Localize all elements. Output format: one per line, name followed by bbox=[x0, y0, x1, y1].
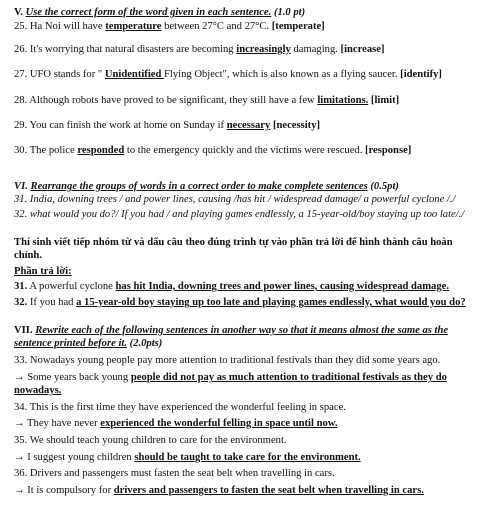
q25 bbox=[14, 20, 474, 33]
q25-hint: [temperate] bbox=[271, 21, 325, 32]
section-vi-title: Rearrange the groups of words in a correct order to make complete sentences bbox=[30, 181, 368, 192]
arrow-icon: → bbox=[14, 372, 25, 383]
a31-number: 31. bbox=[14, 281, 28, 292]
a33 bbox=[14, 371, 474, 397]
section-v-number: V. bbox=[14, 7, 23, 18]
arrow-icon: → bbox=[14, 452, 25, 463]
q26 bbox=[14, 43, 474, 56]
a33-text: Some years back young bbox=[24, 372, 131, 383]
q28-hint: [limit] bbox=[370, 95, 400, 106]
q25-text-end: between 27°C and 27°C. bbox=[161, 21, 272, 32]
a35-answer: should be taught to take care for the environment. bbox=[134, 452, 361, 463]
section-vii-heading bbox=[14, 324, 474, 350]
a35-text: I suggest young children bbox=[24, 452, 135, 463]
section-vi-instruction: Thí sinh viết tiếp nhóm từ và dấu câu theo đúng trình tự vào phần trả lời để hình thành câu hoàn chỉnh. bbox=[14, 237, 453, 261]
q28-text: 28. Although robots have proved to be significant, they still have a few bbox=[14, 95, 318, 106]
a31 bbox=[14, 280, 474, 293]
answer-label: Phần trả lời: bbox=[14, 266, 72, 277]
a32 bbox=[14, 296, 474, 309]
section-vii-points: (2.0pts) bbox=[129, 338, 163, 349]
section-vi-points: (0.5pt) bbox=[370, 181, 399, 192]
q30 bbox=[14, 144, 474, 157]
a34-answer: experienced the wonderful felling in space until now. bbox=[100, 418, 338, 429]
q30-text-end: to the emergency quickly and the victims were rescued. bbox=[124, 145, 365, 156]
q25-text: 25. Ha Noi will have bbox=[14, 21, 106, 32]
q30-text: 30. The police bbox=[14, 145, 78, 156]
a32-text: If you had bbox=[27, 297, 77, 308]
q26-answer: increasingly bbox=[236, 44, 291, 55]
section-vi-heading bbox=[14, 180, 474, 193]
arrow-icon: → bbox=[14, 485, 25, 496]
a32-answer: a 15-year-old boy staying up too late and playing games endlessly, what would you do? bbox=[76, 297, 466, 308]
q29 bbox=[14, 119, 474, 132]
a36-text: It is compulsory for bbox=[24, 485, 114, 496]
q30-hint: [response] bbox=[365, 145, 412, 156]
section-vi-number: VI. bbox=[14, 181, 28, 192]
q28 bbox=[14, 94, 474, 107]
q30-answer: responded bbox=[77, 145, 125, 156]
a34 bbox=[14, 417, 474, 430]
a36-answer: drivers and passengers to fasten the seat belt when travelling in cars. bbox=[113, 485, 424, 496]
q27 bbox=[14, 68, 474, 81]
a31-text: A powerful cyclone bbox=[27, 281, 116, 292]
section-vii-title: Rewrite each of the following sentences in another way so that it means almost the same as the sentence printed before it. bbox=[14, 325, 449, 349]
a34-text: They have never bbox=[24, 418, 101, 429]
q28-answer: limitations. bbox=[317, 95, 369, 106]
q26-hint: [increase] bbox=[340, 44, 385, 55]
a33-answer: people did not pay as much attention to traditional festivals as they do nowadays. bbox=[14, 372, 447, 396]
q34: 34. This is the first time they have experienced the wonderful feeling in space. bbox=[14, 402, 346, 413]
arrow-icon: → bbox=[14, 418, 25, 429]
q29-answer: necessary bbox=[226, 120, 271, 131]
a32-number: 32. bbox=[14, 297, 28, 308]
section-v-heading bbox=[14, 6, 474, 19]
a36 bbox=[14, 484, 474, 497]
q29-text: 29. You can finish the work at home on Sunday if bbox=[14, 120, 227, 131]
q27-text: 27. UFO stands for " bbox=[14, 69, 105, 80]
q27-answer: Unidentified bbox=[104, 69, 164, 80]
q31-prompt: 31. India, downing trees / and power lines, causing /has hit / widespread damage/ a powerful cyclone /./ bbox=[14, 194, 456, 205]
a35 bbox=[14, 451, 474, 464]
section-v-title: Use the correct form of the word given in each sentence. bbox=[25, 7, 272, 18]
q27-text-end: Flying Object", which is also known as a flying saucer. bbox=[164, 69, 401, 80]
q36: 36. Drivers and passengers must fasten the seat belt when travelling in cars. bbox=[14, 468, 335, 479]
q27-hint: [identify] bbox=[400, 69, 442, 80]
q26-text-end: damaging. bbox=[290, 44, 341, 55]
q25-answer: temperature bbox=[105, 21, 162, 32]
q33: 33. Nowadays young people pay more attention to traditional festivals than they did some years ago. bbox=[14, 355, 441, 366]
a31-answer: has hit India, downing trees and power lines, causing widespread damage. bbox=[115, 281, 449, 292]
q26-text: 26. It's worrying that natural disasters are becoming bbox=[14, 44, 237, 55]
section-vii-number: VII. bbox=[14, 325, 33, 336]
q32-prompt: 32. what would you do?/ If you had / and playing games endlessly, a 15-year-old/boy staying up too late/./ bbox=[14, 209, 465, 220]
q29-hint: [necessity] bbox=[272, 120, 321, 131]
section-v-points: (1.0 pt) bbox=[273, 7, 306, 18]
q35: 35. We should teach young children to care for the environment. bbox=[14, 435, 287, 446]
